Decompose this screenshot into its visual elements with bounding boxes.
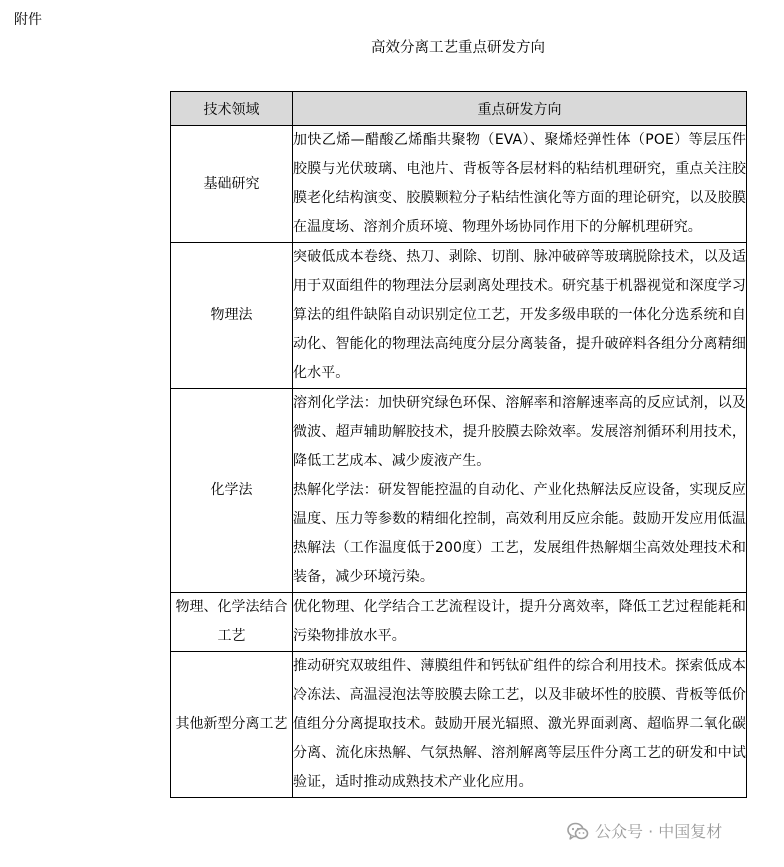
direction-paragraph: 优化物理、化学结合工艺流程设计，提升分离效率，降低工艺过程能耗和污染物排放水平。 [293,599,746,644]
table-row [171,652,747,798]
direction-cell [293,652,747,798]
direction-cell [293,126,747,243]
direction-paragraph: 加快乙烯—醋酸乙烯酯共聚物（EVA）、聚烯烃弹性体（POE）等层压件胶膜与光伏玻璃、电池片、背板等各层材料的粘结机理研究，重点关注胶膜老化结构演变、胶膜颗粒分子粘结性演化等方面的理论研究，以及胶膜在温度场、溶剂介质环境、物理外场协同作用下的分解机理研究。 [293,132,746,235]
watermark-text: 公众号 · 中国复材 [595,822,723,841]
direction-paragraph: 突破低成本卷绕、热刀、剥除、切削、脉冲破碎等玻璃脱除技术，以及适用于双面组件的物理法分层剥离处理技术。研究基于机器视觉和深度学习算法的组件缺陷自动识别定位工艺，开发多级串联的一体化分选系统和自动化、智能化的物理法高纯度分层分离装备，提升破碎料各组分分离精细化水平。 [293,249,746,381]
direction-paragraph: 热解化学法：研发智能控温的自动化、产业化热解法反应设备，实现反应温度、压力等参数的精细化控制，高效利用反应余能。鼓励开发应用低温热解法（工作温度低于200度）工艺，发展组件热解烟尘高效处理技术和装备，减少环境污染。 [293,482,746,585]
field-cell: 化学法 [171,389,293,593]
table-row [171,389,747,593]
direction-cell [293,389,747,593]
table-row [171,243,747,389]
document-title: 高效分离工艺重点研发方向 [371,40,545,56]
field-cell: 物理、化学法结合工艺 [171,593,293,652]
field-cell: 物理法 [171,243,293,389]
rd-direction-table [170,91,747,798]
column-header-direction: 重点研发方向 [293,92,747,126]
direction-paragraph: 推动研究双玻组件、薄膜组件和钙钛矿组件的综合利用技术。探索低成本冷冻法、高温浸泡法等胶膜去除工艺，以及非破坏性的胶膜、背板等低价值组分分离提取技术。鼓励开展光辐照、激光界面剥离、超临界二氧化碳分离、流化床热解、气氛热解、溶剂解离等层压件分离工艺的研发和中试验证，适时推动成熟技术产业化应用。 [293,658,746,790]
watermark [565,821,724,843]
field-cell: 其他新型分离工艺 [171,652,293,798]
direction-cell [293,593,747,652]
table-header-row [171,92,747,126]
attachment-label: 附件 [14,12,42,28]
field-cell: 基础研究 [171,126,293,243]
wechat-icon [567,822,589,842]
table-row [171,126,747,243]
column-header-field: 技术领域 [171,92,293,126]
table-row [171,593,747,652]
direction-paragraph: 溶剂化学法：加快研究绿色环保、溶解率和溶解速率高的反应试剂，以及微波、超声辅助解胶技术，提升胶膜去除效率。发展溶剂循环利用技术，降低工艺成本、减少废液产生。 [293,395,746,469]
direction-cell [293,243,747,389]
